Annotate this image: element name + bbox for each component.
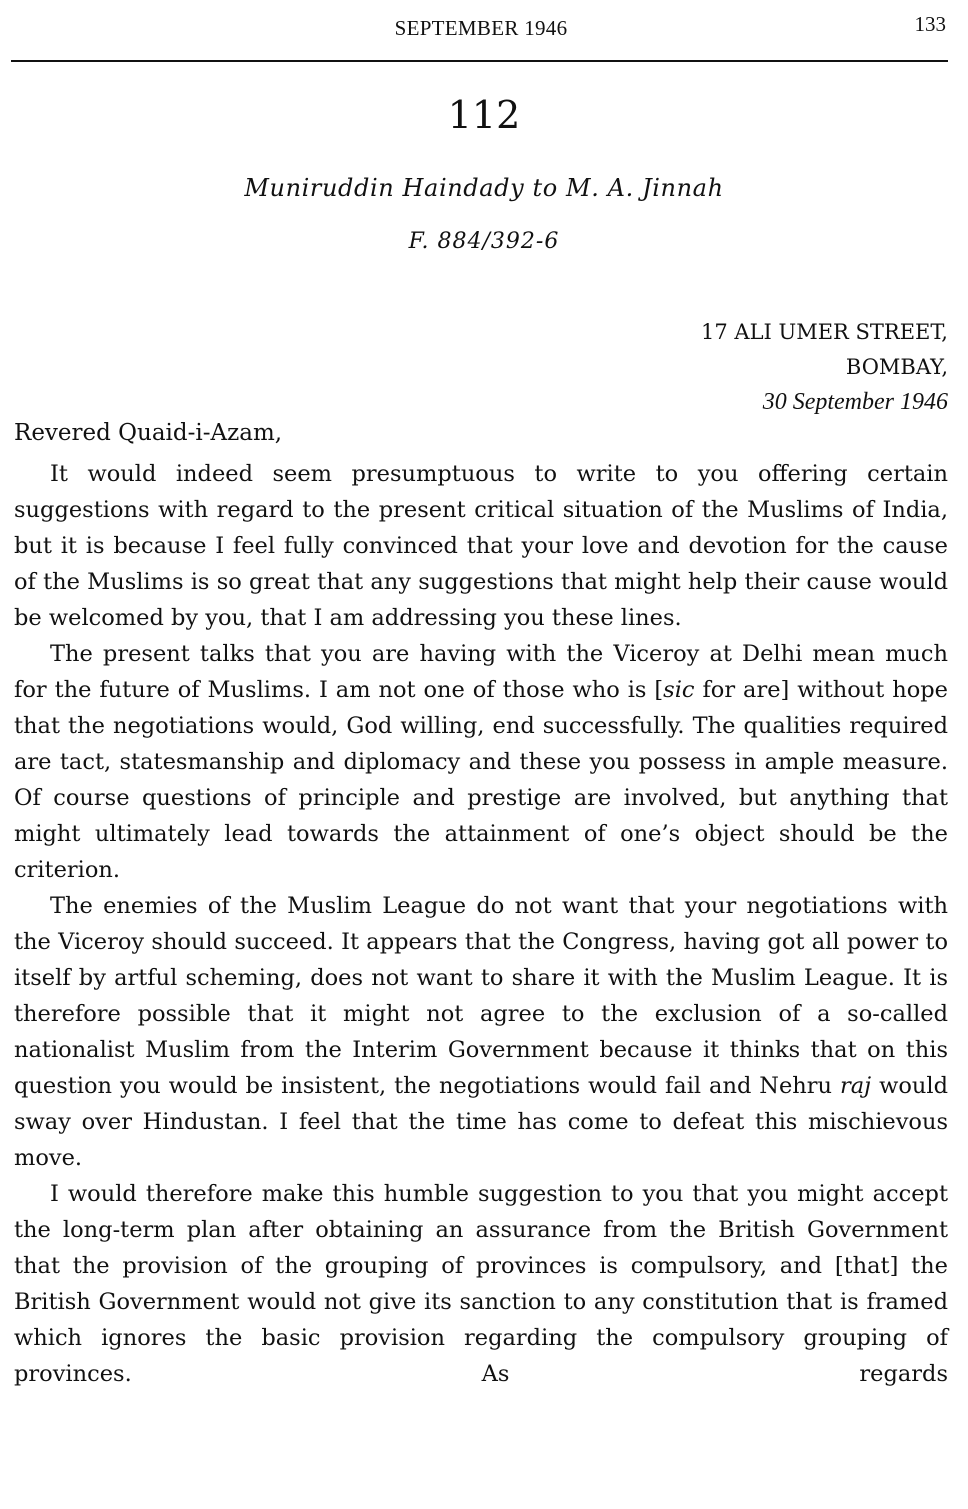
paragraph-2-text-b: for are] without hope that the negotiations would, God willing, end successfully. The qualities required are tact, statesmanship and diplomacy and these you possess in ample measure. Of course questions of principle and prestige are involved, but anything that might ultimately lead towards the attainment of one’s object should be the criterion. <box>14 677 948 883</box>
header-rule <box>11 60 948 62</box>
paragraph-1: It would indeed seem presumptuous to write to you offering certain suggestions with regard to the present critical situation of the Muslims of India, but it is because I feel fully convinced that your love and devotion for the cause of the Muslims is so great that any suggestions that might help their cause would be welcomed by you, that I am addressing you these lines. <box>14 461 948 631</box>
page-number: 133 <box>914 12 946 36</box>
paragraph-2-sic: sic <box>663 677 695 703</box>
letter-date: 30 September 1946 <box>762 389 948 415</box>
letter-body <box>14 456 948 1392</box>
paragraph-4: I would therefore make this humble suggestion to you that you might accept the long-term plan after obtaining an assurance from the British Government that the provision of the grouping of provinces is compulsory, and [that] the British Government would not give its sanction to any constitution that is framed which ignores the basic provision regarding the compulsory grouping of provinces. As regards <box>14 1181 948 1387</box>
address-city: BOMBAY, <box>845 355 948 379</box>
paragraph-3-text-b: would sway over Hindustan. I feel that the time has come to defeat this mischievous move. <box>14 1073 948 1171</box>
document-reference: F. 884/392-6 <box>408 229 560 254</box>
paragraph-3 <box>14 888 948 1176</box>
sender-address <box>701 315 948 420</box>
paragraph-3-text-a: The enemies of the Muslim League do not want that your negotiations with the Viceroy should succeed. It appears that the Congress, having got all power to itself by artful scheming, does not want to share it with the Muslim League. It is therefore possible that it might not agree to the exclusion of a so-called nationalist Muslim from the Interim Government because it thinks that on this question you would be insistent, the negotiations would fail and Nehru <box>14 893 948 1099</box>
document-title: Muniruddin Haindady to M. A. Jinnah <box>244 174 724 202</box>
paragraph-2 <box>14 636 948 888</box>
document-number: 112 <box>447 93 521 137</box>
running-title: SEPTEMBER 1946 <box>394 16 568 40</box>
paragraph-2-text-a: The present talks that you are having with the Viceroy at Delhi mean much for the future of Muslims. I am not one of those who is [ <box>14 641 948 703</box>
paragraph-3-raj: raj <box>839 1073 872 1099</box>
address-street: 17 ALI UMER STREET, <box>701 320 948 344</box>
salutation: Revered Quaid-i-Azam, <box>14 420 283 446</box>
running-header <box>14 8 948 48</box>
